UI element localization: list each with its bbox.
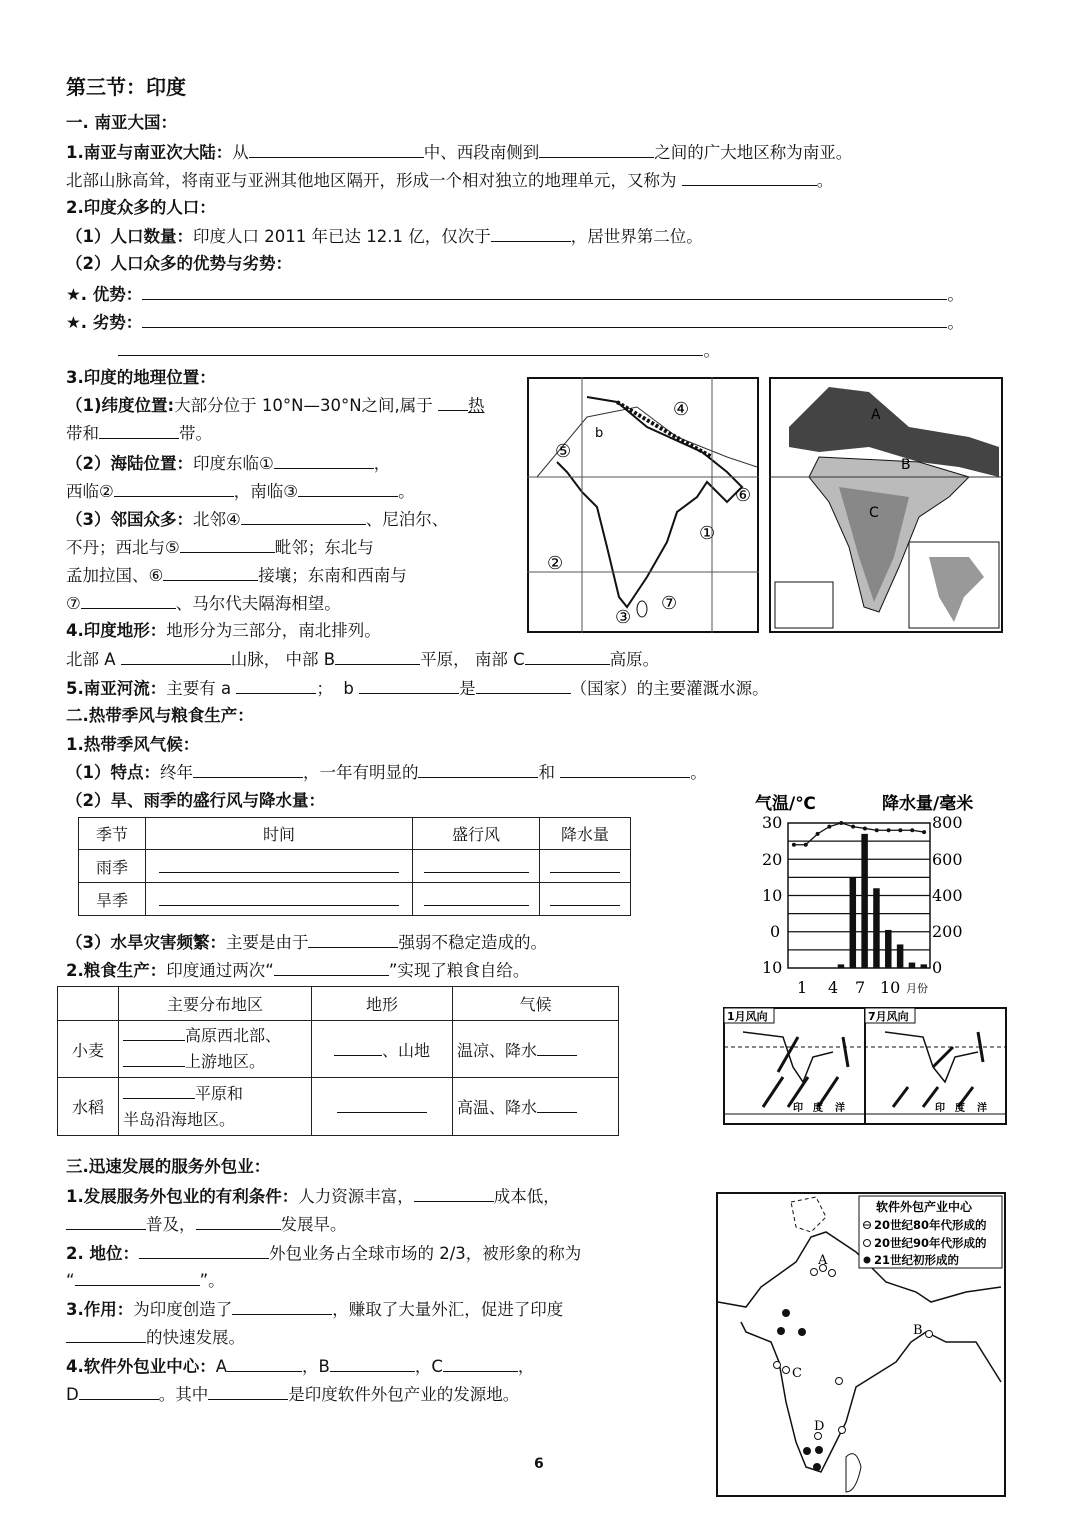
line-text: 西临② bbox=[66, 482, 114, 501]
month-tick: 4 bbox=[828, 978, 839, 995]
text-line bbox=[66, 563, 407, 588]
line-text: ，C bbox=[414, 1357, 443, 1376]
text-line bbox=[66, 930, 547, 955]
answer-blank[interactable] bbox=[443, 1354, 518, 1372]
line-text: 孟加拉国、⑥ bbox=[66, 566, 164, 585]
line-text: 带。 bbox=[179, 424, 212, 443]
header-time: 时间 bbox=[146, 818, 413, 850]
header-season: 季节 bbox=[79, 818, 146, 850]
label-D: D bbox=[814, 1419, 825, 1434]
temperature-point bbox=[875, 828, 879, 832]
temperature-point bbox=[792, 843, 796, 847]
section-heading: 2. 地位： bbox=[66, 1244, 139, 1263]
line-text: ”实现了粮食自给。 bbox=[388, 961, 530, 980]
section-heading: 3.作用： bbox=[66, 1300, 134, 1319]
text-line bbox=[66, 366, 216, 390]
line-text: 从 bbox=[232, 143, 249, 162]
precip-axis-title: 降水量/毫米 bbox=[882, 794, 974, 814]
section-heading: 二.热带季风与粮食生产： bbox=[66, 706, 254, 725]
wheat-terrain-text: 、山地 bbox=[381, 1040, 430, 1060]
text-line bbox=[66, 1354, 534, 1379]
line-text: ； b bbox=[316, 679, 360, 698]
header-wind: 盛行风 bbox=[413, 818, 540, 850]
section-heading: ★. 优势： bbox=[66, 285, 143, 304]
answer-blank[interactable] bbox=[359, 676, 459, 694]
text-line bbox=[66, 1297, 563, 1322]
line-text: 的快速发展。 bbox=[146, 1328, 245, 1347]
month-tick: 7 bbox=[855, 978, 866, 995]
text-line bbox=[66, 591, 341, 616]
crop-wheat: 小麦 bbox=[58, 1021, 119, 1078]
temperature-point bbox=[827, 825, 831, 829]
text-line bbox=[66, 619, 381, 643]
answer-blank[interactable] bbox=[550, 889, 620, 906]
line-text: ，居世界第二位。 bbox=[570, 227, 703, 246]
text-line bbox=[66, 1382, 519, 1407]
line-text: 印度通过两次“ bbox=[166, 961, 274, 980]
line-text: 主要有 a bbox=[166, 679, 237, 698]
line-text: 终年 bbox=[159, 763, 193, 782]
precip-bar bbox=[897, 944, 904, 968]
section-heading: ★. 劣势： bbox=[66, 313, 143, 332]
software-outsourcing-map bbox=[716, 1192, 1006, 1497]
answer-blank[interactable] bbox=[118, 338, 703, 356]
wheat-area-text: 高原西北部、 bbox=[185, 1026, 282, 1045]
precip-tick: 0 bbox=[932, 958, 943, 977]
header-precip: 降水量 bbox=[540, 818, 631, 850]
text-line bbox=[66, 393, 485, 418]
answer-blank[interactable] bbox=[180, 535, 275, 553]
section-heading: 5.南亚河流： bbox=[66, 679, 167, 698]
precip-tick: 800 bbox=[932, 813, 963, 832]
line-text: 。其中 bbox=[158, 1385, 209, 1404]
text-line bbox=[66, 282, 964, 307]
section-heading: 1.南亚与南亚次大陆： bbox=[66, 143, 233, 162]
temp-tick: 10 bbox=[762, 886, 783, 905]
temperature-point bbox=[851, 825, 855, 829]
label-6: ⑥ bbox=[735, 485, 752, 506]
answer-blank[interactable] bbox=[335, 647, 420, 665]
legend-item: 21世纪初形成的 bbox=[874, 1253, 960, 1267]
text-line bbox=[66, 704, 254, 728]
line-text: “ bbox=[66, 1271, 75, 1290]
line-text: 地形分为三部分，南北排列。 bbox=[166, 621, 381, 640]
line-text: 之间的广大地区称为南亚。 bbox=[654, 143, 853, 162]
line-text: ”。 bbox=[199, 1271, 225, 1290]
label-3: ③ bbox=[615, 607, 632, 628]
answer-blank[interactable] bbox=[249, 140, 424, 158]
precip-tick: 400 bbox=[932, 886, 963, 905]
label-2: ② bbox=[547, 553, 564, 574]
ocean-label: 洋 bbox=[835, 1103, 845, 1114]
header-area: 主要分布地区 bbox=[119, 987, 312, 1021]
row-dry: 旱季 bbox=[79, 883, 146, 916]
answer-blank[interactable] bbox=[438, 393, 468, 411]
answer-blank[interactable] bbox=[537, 1039, 577, 1056]
text-line bbox=[66, 224, 703, 249]
text-line bbox=[66, 733, 199, 757]
ocean-label: 洋 bbox=[977, 1103, 987, 1114]
header-climate: 气候 bbox=[453, 987, 619, 1021]
legend-title: 软件外包产业中心 bbox=[876, 1200, 973, 1214]
line-text: 印度人口 2011 年已达 12.1 亿，仅次于 bbox=[192, 227, 491, 246]
line-text: 是 bbox=[459, 679, 476, 698]
text-line bbox=[66, 1241, 581, 1266]
line-text: 主要是由于 bbox=[225, 933, 309, 952]
answer-blank[interactable] bbox=[330, 1354, 415, 1372]
text-line bbox=[66, 421, 212, 446]
label-C: C bbox=[869, 505, 879, 521]
answer-blank[interactable] bbox=[236, 676, 316, 694]
line-text: 印度东临① bbox=[192, 454, 274, 473]
answer-blank[interactable] bbox=[66, 1325, 146, 1343]
line-text: 外包业务占全球市场的 2/3，被形象的称为 bbox=[269, 1244, 582, 1263]
answer-blank[interactable] bbox=[232, 1297, 332, 1315]
answer-blank[interactable] bbox=[139, 1241, 269, 1259]
answer-blank[interactable] bbox=[75, 1268, 200, 1286]
answer-blank[interactable] bbox=[298, 479, 398, 497]
section-heading: 3.印度的地理位置： bbox=[66, 368, 216, 387]
header-blank bbox=[58, 987, 119, 1021]
answer-blank[interactable] bbox=[418, 760, 538, 778]
line-text: 山脉， 中部 B bbox=[230, 650, 336, 669]
line-text: 为印度创造了 bbox=[133, 1300, 233, 1319]
answer-blank[interactable] bbox=[424, 856, 529, 873]
wheat-climate-text: 温凉、降水 bbox=[457, 1040, 538, 1060]
answer-blank[interactable] bbox=[525, 647, 610, 665]
line-text: 、尼泊尔、 bbox=[365, 510, 449, 529]
temperature-point bbox=[816, 832, 820, 836]
temperature-point bbox=[804, 843, 808, 847]
line-text: ， bbox=[373, 454, 391, 473]
answer-blank[interactable] bbox=[142, 310, 947, 328]
label-B: B bbox=[901, 457, 911, 473]
precip-bar bbox=[861, 834, 868, 968]
answer-blank[interactable] bbox=[227, 1354, 302, 1372]
answer-blank[interactable] bbox=[123, 1024, 185, 1041]
answer-blank[interactable] bbox=[424, 889, 529, 906]
label-B: B bbox=[913, 1323, 923, 1338]
legend-item: 20世纪80年代形成的 bbox=[874, 1218, 987, 1232]
line-text: 不丹；西北与⑤ bbox=[66, 538, 180, 557]
label-C: C bbox=[792, 1366, 802, 1381]
line-text: 北部山脉高耸，将南亚与亚洲其他地区隔开，形成一个相对独立的地理单元，又称为 bbox=[66, 171, 682, 190]
section-heading: 第三节：印度 bbox=[66, 75, 186, 99]
section-heading: （1）人口数量： bbox=[66, 227, 193, 246]
line-text: 热 bbox=[468, 396, 485, 415]
line-text: 毗邻；东北与 bbox=[274, 538, 374, 557]
label-b: b bbox=[595, 426, 604, 441]
label-1: ① bbox=[699, 523, 716, 544]
text-line bbox=[66, 479, 415, 504]
answer-blank[interactable] bbox=[539, 140, 654, 158]
section-heading: 2.粮食生产： bbox=[66, 961, 167, 980]
ocean-label: 印 bbox=[793, 1103, 803, 1114]
section-heading: 4.软件外包业中心： bbox=[66, 1357, 216, 1376]
month-tick: 10 bbox=[880, 978, 901, 995]
line-text: 普及， bbox=[146, 1215, 196, 1234]
label-4: ④ bbox=[673, 399, 690, 420]
section-heading: 三.迅速发展的服务外包业： bbox=[66, 1157, 271, 1176]
temperature-point bbox=[887, 828, 891, 832]
text-line bbox=[66, 338, 720, 363]
text-line bbox=[66, 1155, 270, 1179]
temp-tick: 10 bbox=[762, 958, 783, 977]
line-text: ⑦ bbox=[66, 594, 81, 613]
answer-blank[interactable] bbox=[196, 1212, 281, 1230]
line-text: 。 bbox=[398, 482, 415, 501]
legend-item: 20世纪90年代形成的 bbox=[874, 1236, 987, 1250]
ocean-label: 印 bbox=[935, 1103, 945, 1114]
text-line bbox=[66, 789, 325, 813]
text-line bbox=[66, 535, 374, 560]
line-text: ，一年有明显的 bbox=[302, 763, 419, 782]
temperature-point bbox=[910, 828, 914, 832]
temperature-point bbox=[922, 830, 926, 834]
text-line bbox=[66, 196, 216, 220]
line-text: 。 bbox=[703, 341, 720, 360]
line-text: （国家）的主要灌溉水源。 bbox=[570, 679, 769, 698]
header-terrain: 地形 bbox=[312, 987, 453, 1021]
text-line bbox=[66, 507, 448, 532]
text-line bbox=[66, 760, 707, 785]
line-text: 大部分位于 10°N—30°N之间,属于 bbox=[174, 396, 439, 415]
answer-blank[interactable] bbox=[414, 1184, 494, 1202]
temp-tick: 20 bbox=[762, 850, 783, 869]
answer-blank[interactable] bbox=[123, 1050, 185, 1067]
answer-blank[interactable] bbox=[560, 760, 690, 778]
precip-bar bbox=[909, 963, 916, 968]
line-text: 平原， 南部 C bbox=[420, 650, 525, 669]
section-heading: （2）旱、雨季的盛行风与降水量： bbox=[66, 791, 325, 810]
answer-blank[interactable] bbox=[274, 958, 389, 976]
text-line bbox=[66, 1325, 245, 1350]
line-text: 发展早。 bbox=[280, 1215, 347, 1234]
answer-blank[interactable] bbox=[682, 168, 817, 186]
season-table bbox=[78, 817, 631, 916]
temp-axis-title: 气温/℃ bbox=[755, 794, 816, 814]
text-line bbox=[66, 252, 292, 276]
text-line bbox=[66, 676, 769, 701]
jan-wind-title: 1月风向 bbox=[727, 1010, 768, 1023]
text-line bbox=[66, 1212, 347, 1237]
month-axis-title: 月份 bbox=[906, 982, 928, 995]
climate-chart bbox=[740, 785, 990, 995]
temperature-point bbox=[863, 826, 867, 830]
crop-rice: 水稻 bbox=[58, 1078, 119, 1136]
line-text: 中、西段南侧到 bbox=[423, 143, 540, 162]
line-text: 强弱不稳定造成的。 bbox=[398, 933, 547, 952]
line-text: 是印度软件外包产业的发源地。 bbox=[288, 1385, 520, 1404]
line-text: 成本低， bbox=[493, 1187, 560, 1206]
label-7: ⑦ bbox=[661, 593, 678, 614]
line-text: 、马尔代夫隔海相望。 bbox=[175, 594, 341, 613]
answer-blank[interactable] bbox=[123, 1082, 195, 1099]
line-text bbox=[66, 341, 118, 360]
answer-blank[interactable] bbox=[208, 1382, 288, 1400]
line-text: D bbox=[66, 1385, 79, 1404]
text-line bbox=[66, 647, 659, 672]
text-line bbox=[66, 140, 852, 165]
label-A: A bbox=[871, 407, 881, 423]
temperature-point bbox=[898, 828, 902, 832]
precip-bar bbox=[885, 930, 892, 968]
ocean-label: 度 bbox=[813, 1103, 823, 1114]
line-text: ，南临③ bbox=[233, 482, 299, 501]
line-text: 带和 bbox=[66, 424, 99, 443]
line-text: 。 bbox=[947, 313, 964, 332]
rice-climate-text: 高温、降水 bbox=[457, 1098, 538, 1117]
text-line bbox=[66, 451, 390, 476]
answer-blank[interactable] bbox=[550, 856, 620, 873]
line-text: 。 bbox=[947, 285, 964, 304]
precip-bar bbox=[850, 877, 857, 968]
section-heading: （1）特点： bbox=[66, 763, 160, 782]
section-heading: （3）水旱灾害频繁： bbox=[66, 933, 226, 952]
month-tick: 1 bbox=[797, 978, 808, 995]
answer-blank[interactable] bbox=[193, 760, 303, 778]
text-line bbox=[66, 75, 186, 99]
text-line bbox=[66, 958, 529, 983]
line-text: 接壤；东南和西南与 bbox=[258, 566, 407, 585]
precip-bar bbox=[838, 964, 845, 968]
answer-blank[interactable] bbox=[274, 451, 374, 469]
text-line bbox=[66, 1268, 225, 1293]
precip-bar bbox=[921, 964, 928, 968]
text-line bbox=[66, 1184, 560, 1209]
precip-tick: 600 bbox=[932, 850, 963, 869]
answer-blank[interactable] bbox=[241, 507, 366, 525]
section-heading: 1.发展服务外包业的有利条件： bbox=[66, 1187, 299, 1206]
precip-bar bbox=[873, 888, 880, 968]
answer-blank[interactable] bbox=[99, 421, 179, 439]
line-text: ， bbox=[517, 1357, 535, 1376]
line-text: ，赚取了大量外汇，促进了印度 bbox=[332, 1300, 564, 1319]
precip-tick: 200 bbox=[932, 922, 963, 941]
line-text: 。 bbox=[816, 171, 834, 190]
wheat-area-text: 上游地区。 bbox=[185, 1052, 266, 1071]
answer-blank[interactable] bbox=[337, 1096, 427, 1113]
answer-blank[interactable] bbox=[159, 889, 399, 906]
row-rainy: 雨季 bbox=[79, 850, 146, 883]
answer-blank[interactable] bbox=[66, 1212, 146, 1230]
answer-blank[interactable] bbox=[142, 282, 947, 300]
answer-blank[interactable] bbox=[81, 591, 176, 609]
text-line bbox=[66, 111, 177, 135]
ocean-label: 度 bbox=[955, 1103, 965, 1114]
answer-blank[interactable] bbox=[159, 856, 399, 873]
label-5: ⑤ bbox=[555, 441, 572, 462]
monsoon-wind-maps bbox=[723, 1007, 1007, 1125]
line-text: 高原。 bbox=[609, 650, 660, 669]
line-text: 北部 A bbox=[66, 650, 121, 669]
text-line bbox=[66, 310, 964, 335]
rice-area-text: 半岛沿海地区。 bbox=[123, 1109, 236, 1129]
line-text: A bbox=[215, 1357, 228, 1376]
section-heading: 2.印度众多的人口： bbox=[66, 198, 216, 217]
temp-tick: 30 bbox=[762, 813, 783, 832]
section-heading: （3）邻国众多： bbox=[66, 510, 193, 529]
answer-blank[interactable] bbox=[114, 479, 234, 497]
section-heading: 一. 南亚大国： bbox=[66, 113, 178, 132]
answer-blank[interactable] bbox=[308, 930, 398, 948]
line-text: 北邻④ bbox=[192, 510, 241, 529]
page-number: 6 bbox=[534, 1456, 544, 1472]
answer-blank[interactable] bbox=[79, 1382, 159, 1400]
section-heading: （2）海陆位置： bbox=[66, 454, 193, 473]
line-text: 。 bbox=[690, 763, 707, 782]
section-heading: 4.印度地形： bbox=[66, 621, 167, 640]
rice-area-text: 平原和 bbox=[195, 1083, 244, 1103]
label-A: A bbox=[818, 1253, 828, 1268]
answer-blank[interactable] bbox=[537, 1096, 577, 1113]
section-heading: （1)纬度位置: bbox=[66, 396, 175, 415]
india-terrain-map bbox=[769, 377, 1003, 633]
line-text: ，B bbox=[302, 1357, 330, 1376]
grain-table bbox=[57, 986, 619, 1136]
temp-tick: 0 bbox=[770, 922, 781, 941]
section-heading: （2）人口众多的优势与劣势： bbox=[66, 254, 292, 273]
india-location-map bbox=[527, 377, 759, 633]
section-heading: 1.热带季风气候： bbox=[66, 735, 200, 754]
answer-blank[interactable] bbox=[121, 647, 231, 665]
answer-blank[interactable] bbox=[476, 676, 571, 694]
temperature-point bbox=[839, 821, 843, 825]
line-text: 人力资源丰富， bbox=[298, 1187, 414, 1206]
line-text: 和 bbox=[538, 763, 561, 782]
answer-blank[interactable] bbox=[491, 224, 571, 242]
jul-wind-title: 7月风向 bbox=[868, 1010, 909, 1023]
answer-blank[interactable] bbox=[334, 1039, 382, 1056]
text-line bbox=[66, 168, 833, 193]
answer-blank[interactable] bbox=[163, 563, 258, 581]
